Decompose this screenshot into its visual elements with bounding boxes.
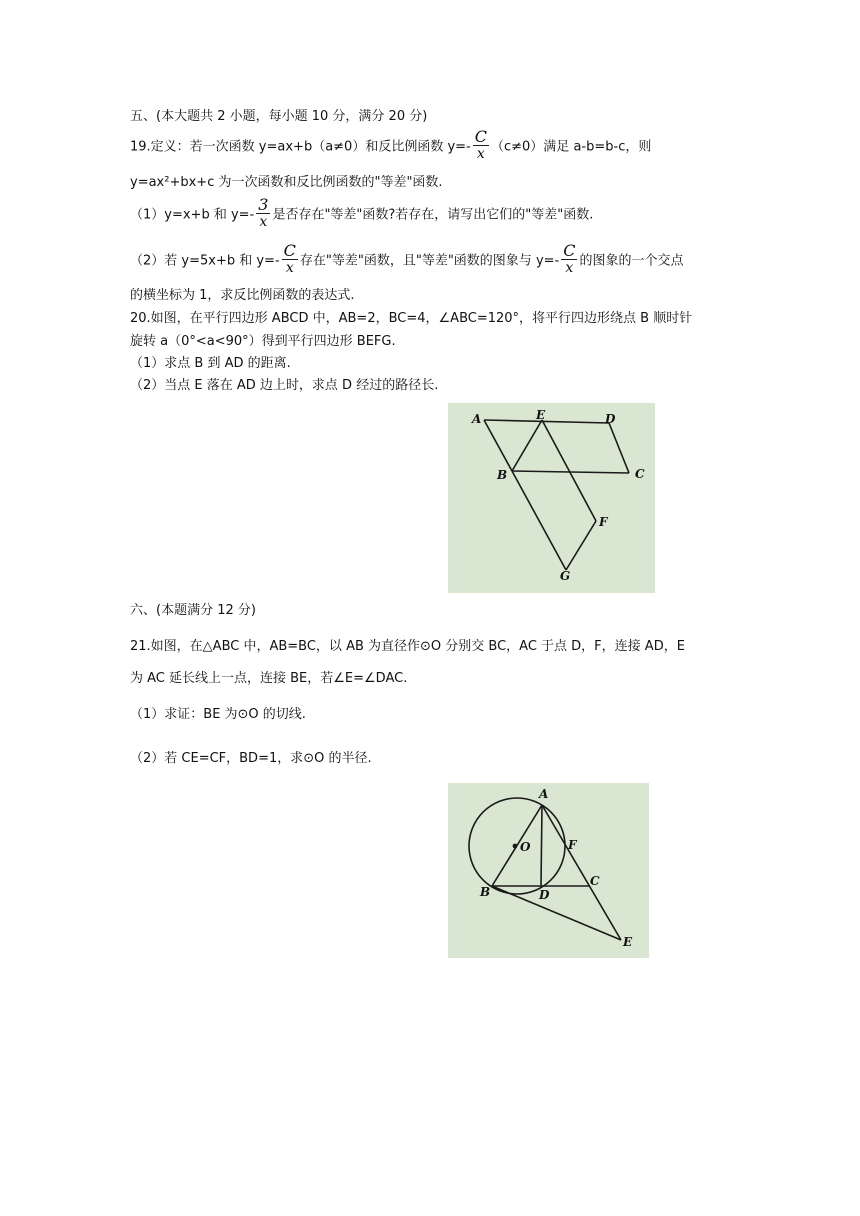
section-6-heading: 六、(本题满分 12 分)	[130, 603, 256, 618]
q19-line1-text-a: 19.定义：若一次函数 y=ax+b（a≠0）和反比例函数 y=-	[130, 139, 471, 155]
q20-label-d: D	[605, 412, 616, 426]
q21-label-e: E	[623, 935, 633, 949]
q21-line2: 为 AC 延长线上一点，连接 BE，若∠E=∠DAC.	[130, 671, 408, 686]
q19-line1-text-b: （c≠0）满足 a-b=b-c，则	[491, 139, 652, 155]
q19-part2-fraction-1	[282, 242, 298, 276]
q19-part1-text-b: 是否存在"等差"函数?若存在，请写出它们的"等差"函数.	[272, 207, 594, 223]
q19-part2-text-c: 的图象的一个交点	[579, 253, 684, 269]
q20-label-f: F	[599, 515, 608, 529]
q19-part2-fraction-2	[561, 242, 577, 276]
q19-part2-text-a: （2）若 y=5x+b 和 y=-	[130, 253, 280, 269]
q19-part2	[130, 241, 684, 278]
q21-line1: 21.如图，在△ABC 中，AB=BC，以 AB 为直径作⊙O 分别交 BC，AC 于点 D，F，连接 AD，E	[130, 639, 685, 654]
q21-label-f: F	[568, 838, 577, 852]
q21-part1: （1）求证：BE 为⊙O 的切线.	[130, 707, 306, 722]
q20-figure	[448, 403, 655, 593]
q21-label-a: A	[539, 787, 549, 801]
q19-part1	[130, 195, 594, 232]
q19-part2-text-b: 存在"等差"函数，且"等差"函数的图象与 y=-	[299, 253, 560, 269]
q19-part1-fraction	[256, 196, 270, 230]
frac-denominator: x	[259, 214, 268, 230]
center-o-dot	[513, 844, 518, 849]
q20-part2: （2）当点 E 落在 AD 边上时，求点 D 经过的路径长.	[130, 378, 439, 393]
frac-numerator: C	[283, 241, 296, 260]
q20-label-e: E	[536, 408, 546, 422]
q20-parallelogram-diagram	[448, 403, 655, 593]
q19-part1-text-a: （1）y=x+b 和 y=-	[130, 207, 255, 223]
q19-fraction-c-over-x	[473, 128, 489, 162]
frac-denominator: x	[285, 260, 294, 276]
q20-label-b: B	[497, 468, 508, 482]
section-5-heading: 五、(本大题共 2 小题，每小题 10 分，满分 20 分)	[130, 109, 428, 124]
q21-label-o: O	[520, 840, 531, 854]
q21-figure	[448, 783, 649, 958]
frac-denominator: x	[476, 146, 485, 162]
frac-denominator: x	[565, 260, 574, 276]
frac-numerator: C	[563, 241, 576, 260]
q20-line2: 旋转 a（0°<a<90°）得到平行四边形 BEFG.	[130, 334, 396, 349]
q19-part2-line2: 的横坐标为 1，求反比例函数的表达式.	[130, 288, 355, 303]
frac-numerator: C	[474, 127, 487, 146]
q20-part1: （1）求点 B 到 AD 的距离.	[130, 356, 291, 371]
q20-label-a: A	[472, 412, 482, 426]
q20-label-c: C	[635, 467, 645, 481]
q21-circle-diagram	[448, 783, 649, 958]
frac-numerator: 3	[258, 195, 269, 214]
q19-line1	[130, 127, 652, 164]
q21-part2: （2）若 CE=CF，BD=1，求⊙O 的半径.	[130, 751, 372, 766]
q21-label-d: D	[539, 888, 550, 902]
q21-label-b: B	[480, 885, 491, 899]
q20-label-g: G	[560, 569, 571, 583]
q20-line1: 20.如图，在平行四边形 ABCD 中，AB=2，BC=4，∠ABC=120°，将平行四边形绕点 B 顺时针	[130, 311, 693, 326]
q19-line2: y=ax²+bx+c 为一次函数和反比例函数的"等差"函数.	[130, 175, 443, 190]
q21-label-c: C	[590, 874, 600, 888]
